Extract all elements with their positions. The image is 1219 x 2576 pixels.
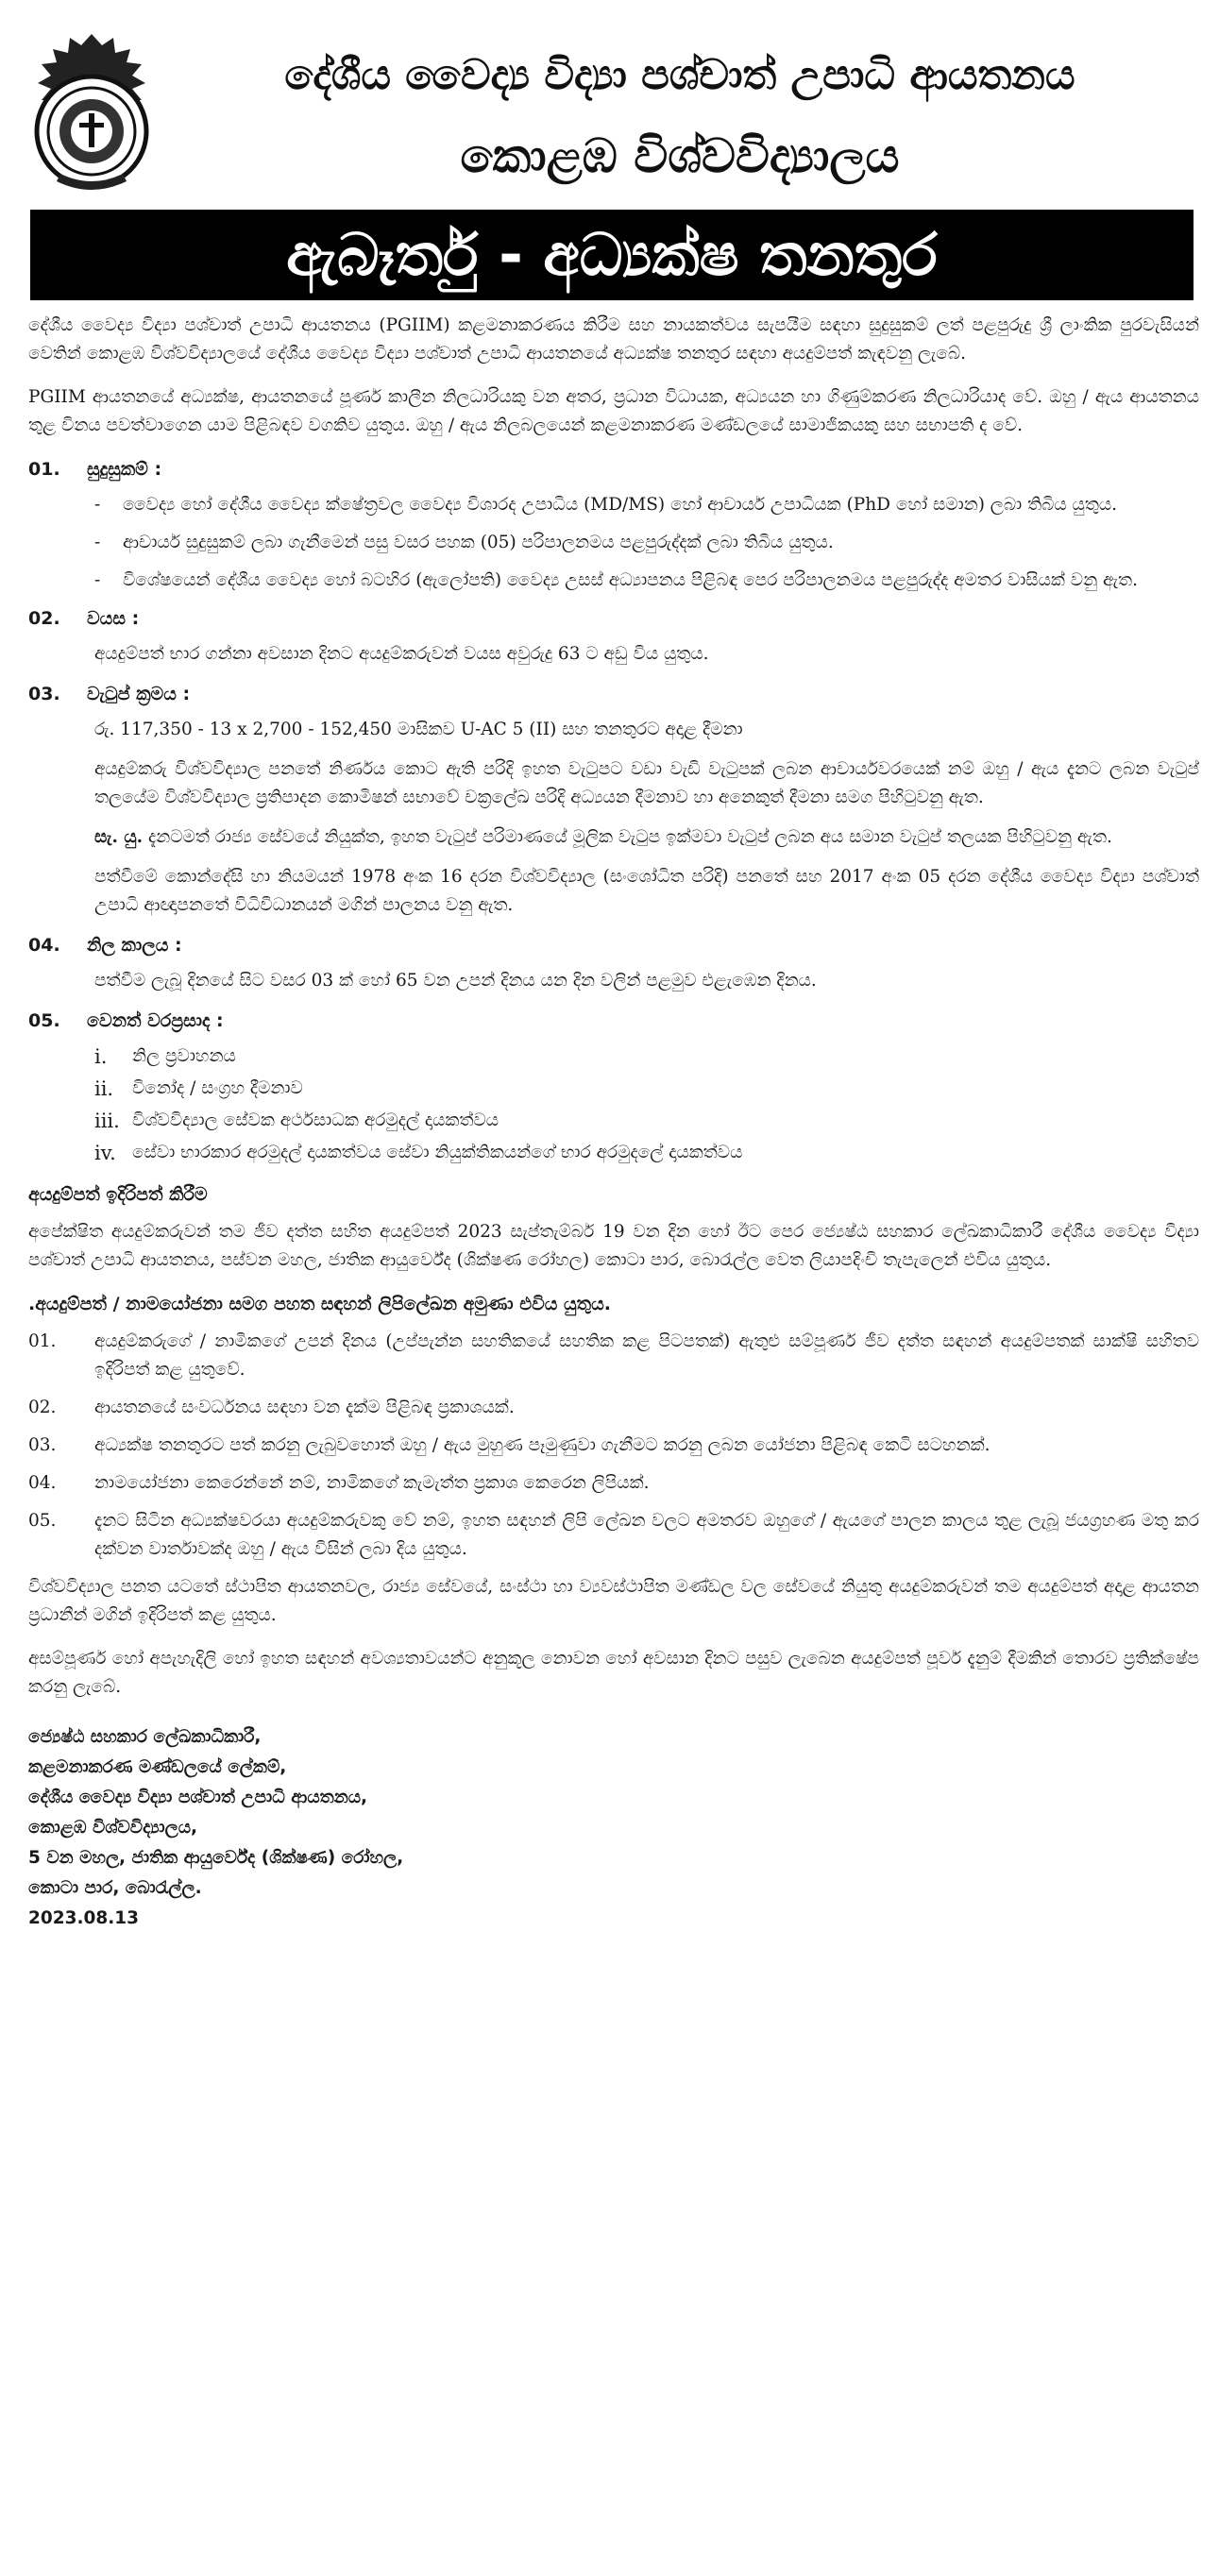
attachment-item: 05. දැනට සිටින අධ්‍යක්ෂවරයා අයදුම්කරුවකු වේ නම්, ඉහත සඳහන් ලිපි ලේඛන වලට අමතරව ඔහුගේ / ඇයගේ පාලන කාලය තුළ ලැබූ ජයග්‍රහණ මතු කර දක්වන වාර්තාවක්ද ඔහු / ඇය විසින් ලබා දිය යුතුය. [28, 1511, 1199, 1559]
signature-line: ජ්‍යෙෂ්ඨ සහකාර ලේඛකාධිකාරී, [28, 1727, 262, 1747]
institute-title: දේශීය වෛද්‍ය විද්‍යා පශ්චාත් උපාධි ආයතනය [284, 51, 1075, 99]
section-number: 05. [28, 1010, 60, 1031]
privilege-item: iv. සේවා භාරකාර අරමුදල් දායකත්වය සේවා නියුක්තිකයන්ගේ භාර අරමුදලේ දායකත්වය [94, 1142, 743, 1164]
submission-heading: අයදුම්පත් ඉදිරිපත් කිරීම [28, 1184, 208, 1205]
signature-line: දේශීය වෛද්‍ය විද්‍යා පශ්චාත් උපාධි ආයතනය, [28, 1788, 368, 1807]
attachment-item: 04. නාමයෝජනා කෙරෙන්නේ නම්, නාමිකගේ කැමැත්ත ප්‍රකාශ කෙරෙන ලිපියක්. [28, 1473, 650, 1493]
attachment-item: 03. අධ්‍යක්ෂ තනතුරට පත් කරනු ලැබුවහොත් ඔහු / ඇය මුහුණ පෑමුණුවා ගැනීමට කරනු ලබන යෝජනා පිළිබඳ කෙටි සටහනක්. [28, 1435, 990, 1455]
signature-line: කළමනාකරණ මණ්ඩලයේ ලේකම්, [28, 1757, 287, 1777]
signature-line: 5 වන මහල, ජාතික ආයුර්වේද (ශික්ෂණ) රෝහල, [28, 1848, 404, 1868]
section-salary-heading [28, 680, 1199, 708]
signature-date: 2023.08.13 [28, 1908, 140, 1928]
section-title: වැටුප් ක්‍රමය : [87, 684, 191, 704]
section-number: 03. [28, 684, 60, 704]
appointment-conditions: පත්වීමේ කොන්දේසි හා නියමයන් 1978 අංක 16 දරන විශ්වවිද්‍යාල (සංශෝධිත පරිදි) පනතේ සහ 2017 අංක 05 දරන දේශීය වෛද්‍ය විද්‍යා පශ්චාත් උපාධි ආඥාපනතේ විධිවිධානයන් මගින් පාලනය වනු ඇත. [94, 867, 1199, 915]
intro-paragraph-2: PGIIM ආයතනයේ අධ්‍යක්ෂ, ආයතනයේ පූර්ණ කාලීන නිලධාරියකු වන අතර, ප්‍රධාන විධායක, අධ්‍යයන හා ගිණුම්කරණ නිලධාරියාද වේ. ඔහු / ඇය ආයතනය තුළ විනය පවත්වාගෙන යාම පිළිබඳව වගකිව යුතුය. ඔහු / ඇය නිලබලයෙන් කළමනාකරණ මණ්ඩලයේ සාමාජිකයකු සහ සභාපති ද වේ. [28, 387, 1199, 435]
dash-bullet: - [94, 533, 101, 552]
qualification-item: - ආචාර්ය සුදුසුකම් ලබා ගැනීමෙන් පසු වසර පහක (05) පරිපාලනමය පළපුරුද්දක් ලබා තිබිය යුතුය. [94, 529, 1199, 557]
qualification-item: - විශේෂයෙන් දේශීය වෛද්‍ය හෝ බටහිර (ඇලෝපති) වෛද්‍ය උසස් අධ්‍යාපනය පිළිබඳ පෙර පරිපාලනමය පළපුරුද්ද අමතර වාසියක් වනු ඇත. [94, 567, 1199, 595]
section-term-heading [28, 931, 1199, 959]
salary-note [94, 823, 1199, 852]
header [28, 19, 1194, 198]
section-number: 01. [28, 459, 60, 480]
qualification-item: - වෛද්‍ය හෝ දේශීය වෛද්‍ය ක්ෂේත්‍රවල වෛද්‍ය විශාරද උපාධිය (MD/MS) හෝ ආචාර්ය උපාධියක (PhD හෝ සමාන) ලබා තිබිය යුතුය. [94, 491, 1199, 519]
submission-text: අපේක්ෂිත අයදුම්කරුවන් තම ජීව දත්ත සහිත අයදුම්පත් 2023 සැප්තැම්බර් 19 වන දින හෝ ඊට පෙර ජ්‍යෙෂ්ඨ සහකාර ලේඛකාධිකාරී දේශීය වෛද්‍ය විද්‍යා පශ්චාත් උපාධි ආයතනය, පස්වන මහල, ජාතික ආයුර්වේද (ශික්ෂණ රෝහල) කොටා පාර, බොරැල්ල වෙත ලියාපදිංචි තැපැලෙන් එවිය යුතුය. [28, 1222, 1199, 1270]
attachments-heading: .අයදුම්පත් / නාමයෝජනා සමග පහත සඳහන් ලිපිලේඛන අමුණා එවිය යුතුය. [28, 1294, 611, 1314]
section-age-heading [28, 604, 1199, 633]
university-title: කොළඹ විශ්වවිද්‍යාලය [460, 128, 900, 183]
term-text: පත්වීම ලැබූ දිනයේ සිට වසර 03 ක් හෝ 65 වන උපන් දිනය යන දින වලින් පළමුව එළැඹෙන දිනය. [94, 971, 817, 991]
section-number: 02. [28, 608, 60, 629]
rejection-note: අසම්පූර්ණ හෝ අපැහැදිලි හෝ ඉහත සඳහන් අවශ්‍යතාවයන්ට අනුකූල නොවන හෝ අවසාන දිනට පසුව ලැබෙන අයදුම්පත් පූර්ව දැනුම් දීමකින් තොරව ප්‍රතික්ෂේප කරනු ලැබේ. [28, 1649, 1199, 1697]
content [28, 312, 1199, 1934]
section-qualifications-heading [28, 455, 1199, 483]
signature-line: කොටා පාර, බොරැල්ල. [28, 1878, 202, 1898]
attachment-item: 01. අයදුම්කරුගේ / නාමිකගේ උපන් දිනය (උප්පැන්න සහතිකයේ සහතික කළ පිටපතක්) ඇතුළු සම්පූර්ණ ජීව දත්ත සඳහන් අයදුම්පතක් සාක්ෂි සහිතව ඉදිරිපත් කළ යුතුවේ. [28, 1331, 1199, 1380]
intro-paragraph-1: දේශීය වෛද්‍ය විද්‍යා පශ්චාත් උපාධි ආයතනය (PGIIM) කළමනාකරණය කිරීම සහ නායකත්වය සැපයීම සඳහා සුදුසුකම් ලත් පළපුරුදු ශ්‍රී ලාංකික පුරවැසියන් වෙතින් කොළඹ විශ්වවිද්‍යාලයේ දේශීය වෛද්‍ය විද්‍යා පශ්චාත් උපාධි ආයතනයේ අධ්‍යක්ෂ තනතුර සඳහා අයදුම්පත් කැඳවනු ලැබේ. [28, 315, 1199, 364]
section-title: වයස : [87, 608, 140, 629]
section-title: සුදුසුකම් : [87, 459, 162, 480]
dash-bullet: - [94, 570, 101, 590]
vacancy-banner: ඇබෑර්තු - අධ්‍යක්ෂ තනතුර [30, 210, 1194, 300]
section-number: 04. [28, 935, 60, 956]
note-text: දැනටමත් රාජ්‍ය සේවයේ නියුක්ත, ඉහත වැටුප් පරිමාණයේ මූලික වැටුප ඉක්මවා වැටුප් ලබන අය සමාන වැටුප් තලයක පිහිටුවනු ඇත. [143, 827, 1112, 847]
section-privileges-heading [28, 1007, 1199, 1035]
salary-paragraph: අයදුම්කරු විශ්වවිද්‍යාල පනතේ නිර්ණය කොට ඇති පරිදි ඉහත වැටුපට වඩා වැඩි වැටුපක් ලබන ආචාර්යවරයෙක් නම් ඔහු / ඇය දැනට ලබන වැටුප් තලයේම විශ්වවිද්‍යාල ප්‍රතිපාදන කොමිෂන් සභාවේ චක්‍රලේඛ පරිදි අධ්‍යයන දීමනාව හා අනෙකුත් දීමනා සමග පිහිටුවනු ඇත. [94, 759, 1199, 807]
signature-block [28, 1722, 1199, 1934]
section-title: වෙනත් වරප්‍රසාද : [87, 1010, 224, 1031]
dash-bullet: - [94, 495, 101, 515]
salary-scale: රු. 117,350 - 13 x 2,700 - 152,450 මාසිකව U-AC 5 (II) සහ තනතුරට අදාළ දීමනා [94, 720, 743, 739]
university-crest-logo [28, 32, 156, 197]
note-label: සැ. යු. [94, 827, 144, 847]
attachment-item: 02. ආයතනයේ සංවර්ධනය සඳහා වන දැක්ම පිළිබඳ ප්‍රකාශයක්. [28, 1398, 515, 1417]
privilege-item: ii. විනෝද / සංග්‍රහ දීමනාව [94, 1077, 303, 1100]
privilege-item: iii. විශ්වවිද්‍යාල සේවක අර්ථසාධක අරමුදල් දායකත්වය [94, 1110, 499, 1132]
privilege-item: i. නිල ප්‍රවාහනය [94, 1045, 236, 1068]
signature-line: කොළඹ විශ්වවිද්‍යාලය, [28, 1818, 198, 1838]
section-title: නිල කාලය : [87, 935, 182, 956]
age-text: අයදුම්පත් භාර ගන්නා අවසාන දිනට අයදුම්කරුවන් වයස අවුරුදු 63 ට අඩු විය යුතුය. [94, 644, 709, 664]
institution-note: විශ්වවිද්‍යාල පනත යටතේ ස්ථාපිත ආයතනවල, රාජ්‍ය සේවයේ, සංස්ථා හා ව්‍යවස්ථාපිත මණ්ඩල වල සේවයේ නියුතු අයදුම්කරුවන් තම අයදුම්පත් අදාළ ආයතන ප්‍රධානීන් මගින් ඉදිරිපත් කළ යුතුය. [28, 1577, 1199, 1625]
